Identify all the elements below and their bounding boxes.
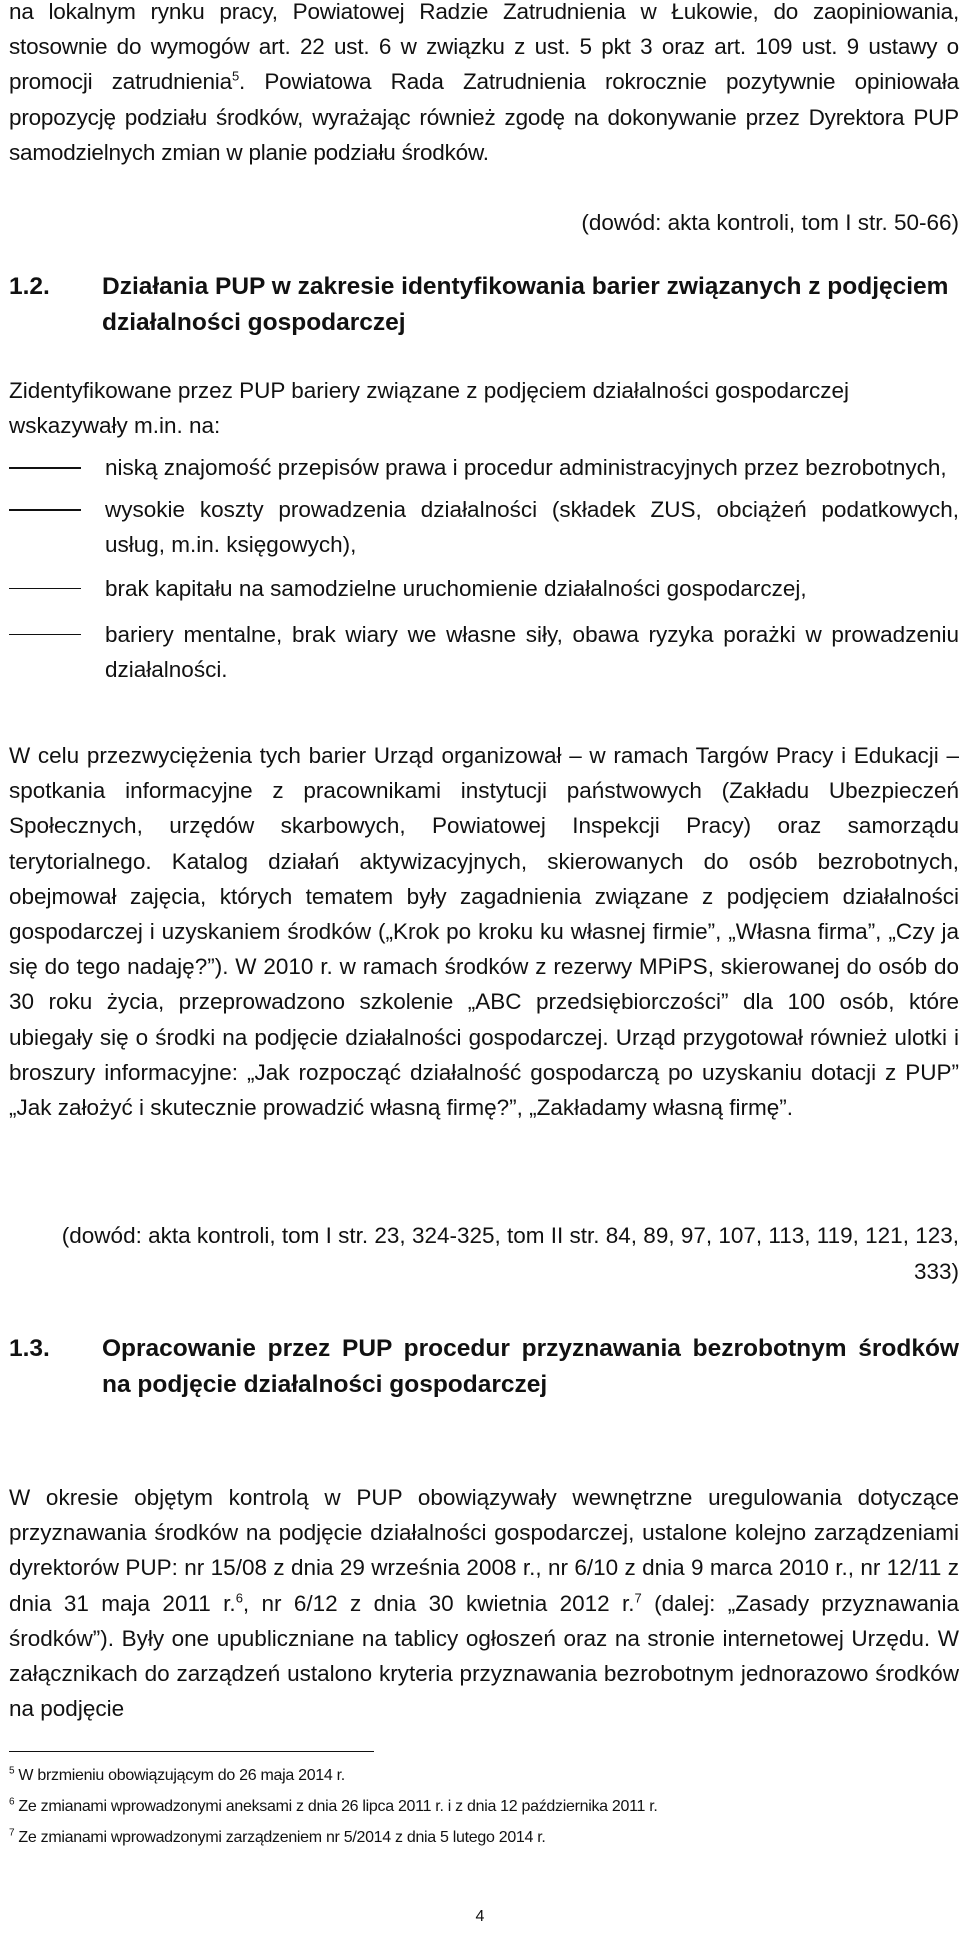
footnote-text: W brzmieniu obowiązującym do 26 maja 2014 r. bbox=[18, 1767, 345, 1784]
paragraph-text: W okresie objętym kontrolą w PUP obowiązywały wewnętrzne uregulowania dotyczące przyznawania środków na podjęcie działalności gospodarczej, ustalone kolejno zarządzeniami dyrektorów PUP: nr 15/08 z dnia 29 września 2008 r., nr 6/10 z dnia 9 marca 2010 r., nr 12/11 z dnia 31 maja 2011 r. bbox=[9, 1485, 959, 1616]
list-item bbox=[9, 492, 959, 562]
page-number: 4 bbox=[475, 1908, 485, 1925]
list-item bbox=[9, 571, 959, 606]
footnote-text: Ze zmianami wprowadzonymi zarządzeniem nr 5/2014 z dnia 5 lutego 2014 r. bbox=[18, 1829, 546, 1846]
list-item-text: brak kapitału na samodzielne uruchomienie działalności gospodarczej, bbox=[105, 575, 807, 601]
list-item-text: bariery mentalne, brak wiary we własne siły, obawa ryzyka porażki w prowadzeniu działalności. bbox=[105, 621, 959, 683]
footnote-7 bbox=[9, 1828, 959, 1848]
footnote-separator bbox=[9, 1751, 374, 1752]
dash-bullet bbox=[9, 588, 81, 590]
heading-text: Opracowanie przez PUP procedur przyznawania bezrobotnym środków na podjęcie działalności gospodarczej bbox=[102, 1335, 959, 1398]
evidence-note: (dowód: akta kontroli, tom I str. 23, 324-325, tom II str. 84, 89, 97, 107, 113, 119, 121, 123, 333) bbox=[61, 1223, 959, 1284]
footnote-ref-5[interactable]: 5 bbox=[231, 68, 239, 84]
footnote-5 bbox=[9, 1766, 959, 1786]
paragraph-procedures bbox=[9, 1480, 959, 1726]
paragraph-text: (dalej: „Zasady przyznawania środków”). Były one upubliczniane na tablicy ogłoszeń oraz na stronie internetowej Urzędu. W załącznikach do zarządzeń ustalono kryteria przyznawania bezrobotnym jednorazowo środków na podjęcie bbox=[9, 1590, 960, 1722]
footnote-ref-7[interactable]: 7 bbox=[634, 1590, 642, 1606]
heading-text: Działania PUP w zakresie identyfikowania barier związanych z podjęciem działalności gospodarczej bbox=[102, 273, 949, 336]
list-item-text: niską znajomość przepisów prawa i procedur administracyjnych przez bezrobotnych, bbox=[105, 455, 947, 480]
paragraph-overcoming-barriers: W celu przezwyciężenia tych barier Urząd organizował – w ramach Targów Pracy i Edukacji – spotkania informacyjne z pracownikami instytucji państwowych (Zakładu Ubezpieczeń Społecznych, urzędów skarbowych, Powiatowej Inspekcji Pracy) oraz samorządu terytorialnego. Katalog działań aktywizacyjnych, skierowanych do osób bezrobotnych, obejmował zajęcia, których tematem były zagadnienia związane z podjęciem działalności gospodarczej i uzyskaniem środków („Krok po kroku ku własnej firmie”, „Własna firma”, „Czy ja się do tego nadaję?”). W 2010 r. w ramach środków z rezerwy MPiPS, skierowanej do osób do 30 roku życia, przeprowadzono szkolenie „ABC przedsiębiorczości” dla 100 osób, które ubiegały się o środki na podjęcie działalności gospodarczej. Urząd przygotował również ulotki i broszury informacyjne: „Jak rozpocząć działalność gospodarczą po uzyskaniu dotacji z PUP” „Jak założyć i skutecznie prowadzić własną firmę?”, „Zakładamy własną firmę”. bbox=[9, 743, 959, 1121]
paragraph-barriers-intro: Zidentyfikowane przez PUP bariery związane z podjęciem działalności gospodarczej wskazywały m.in. na: bbox=[9, 378, 850, 439]
list-item-text: wysokie koszty prowadzenia działalności (składek ZUS, obciążeń podatkowych, usług, m.in. księgowych), bbox=[105, 497, 959, 558]
dash-bullet bbox=[9, 467, 81, 469]
heading-number: 1.3. bbox=[9, 1335, 50, 1362]
footnote-text: Ze zmianami wprowadzonymi aneksami z dnia 26 lipca 2011 r. i z dnia 12 października 2011 r. bbox=[18, 1798, 658, 1815]
heading-1-3 bbox=[9, 1331, 959, 1403]
heading-1-2 bbox=[9, 269, 959, 341]
dash-bullet bbox=[9, 634, 81, 636]
heading-number: 1.2. bbox=[9, 273, 50, 300]
barrier-list bbox=[9, 450, 959, 687]
paragraph-text: . Powiatowa Rada Zatrudnienia rokrocznie pozytywnie opiniowała propozycję podziału środków, wyrażając również zgodę na dokonywanie przez Dyrektora PUP samodzielnych zmian w planie podziału środków. bbox=[9, 69, 960, 165]
footnote-ref-6[interactable]: 6 bbox=[235, 1590, 243, 1606]
paragraph-council-opinion bbox=[9, 0, 959, 170]
footnote-number: 6 bbox=[9, 1796, 15, 1808]
dash-bullet bbox=[9, 509, 81, 511]
list-item bbox=[9, 450, 959, 485]
footnote-number: 7 bbox=[9, 1827, 15, 1839]
footnote-number: 5 bbox=[9, 1765, 15, 1777]
footnote-6 bbox=[9, 1797, 959, 1817]
paragraph-text: na lokalnym rynku pracy, Powiatowej Radzie Zatrudnienia w Łukowie, do zaopiniowania, stosownie do wymogów art. 22 ust. 6 w związku z ust. 5 pkt 3 oraz art. 109 ust. 9 ustawy o promocji zatrudnienia bbox=[9, 0, 959, 95]
evidence-note: (dowód: akta kontroli, tom I str. 50-66) bbox=[581, 210, 959, 235]
list-item bbox=[9, 617, 959, 687]
paragraph-text: , nr 6/12 z dnia 30 kwietnia 2012 r. bbox=[242, 1590, 635, 1616]
